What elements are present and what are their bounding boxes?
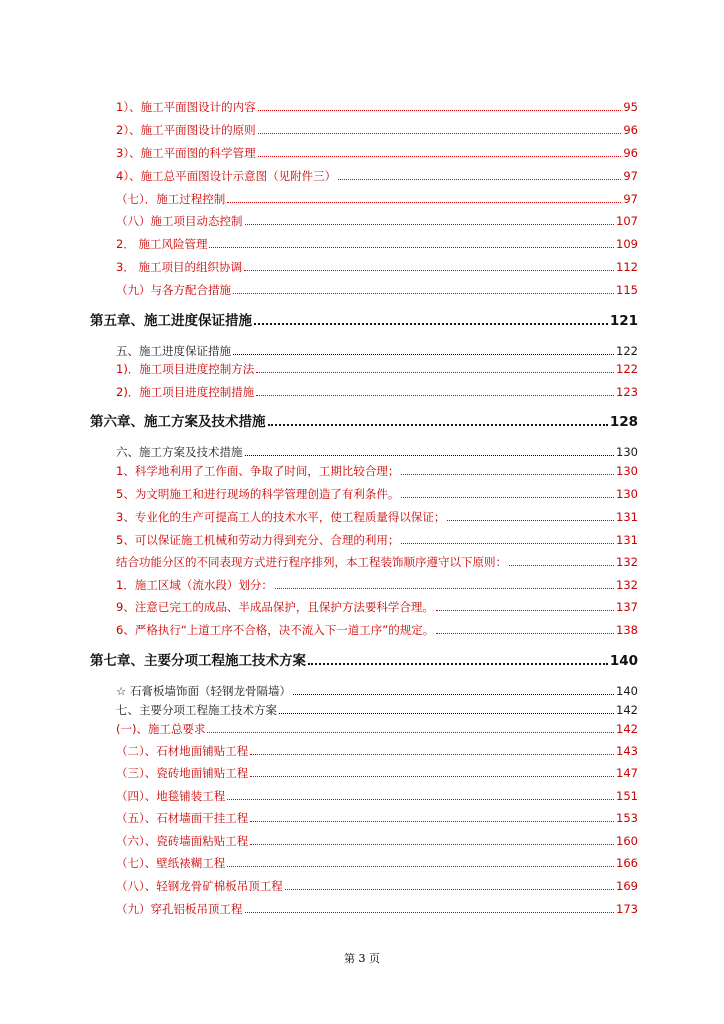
- dot-leader: [447, 520, 614, 521]
- toc-entry-title: 六、施工方案及技术措施: [116, 445, 243, 459]
- dot-leader: [245, 912, 615, 913]
- dot-leader: [275, 588, 614, 589]
- toc-entry[interactable]: [116, 743, 638, 759]
- toc-entry-title: 1）、施工平面图设计的内容: [116, 100, 256, 114]
- dot-leader: [258, 133, 622, 134]
- dot-leader: [509, 565, 614, 566]
- toc-page-number: 132: [616, 578, 638, 592]
- dot-leader: [250, 821, 614, 822]
- toc-entry[interactable]: [116, 168, 638, 184]
- toc-page-number: 130: [616, 487, 638, 501]
- dot-leader: [338, 179, 621, 180]
- toc-entry-title: 七、主要分项工程施工技术方案: [116, 703, 277, 717]
- toc-page-number: 123: [616, 385, 638, 399]
- toc-page-number: 122: [616, 344, 638, 358]
- toc-entry[interactable]: [116, 282, 638, 298]
- toc-page-number: 166: [616, 856, 638, 870]
- dot-leader: [250, 844, 614, 845]
- dot-leader: [401, 543, 614, 544]
- toc-entry-title: （二）、石材地面铺贴工程: [116, 744, 249, 758]
- toc-entry[interactable]: [116, 765, 638, 781]
- dot-leader: [401, 474, 614, 475]
- toc-page-number: 96: [623, 146, 638, 160]
- toc-page-number: 147: [616, 766, 638, 780]
- toc-entry[interactable]: [116, 191, 638, 207]
- toc-page-number: 138: [616, 623, 638, 637]
- toc-entry[interactable]: [116, 259, 638, 275]
- toc-entry-title: 1、科学地利用了工作面、争取了时间，工期比较合理；: [116, 464, 400, 478]
- dot-leader: [268, 424, 608, 426]
- toc-entry-title: （八）、轻钢龙骨矿棉板吊顶工程: [116, 879, 283, 893]
- toc-entry-title: 2)．施工项目进度控制措施: [116, 385, 255, 399]
- dot-leader: [254, 323, 608, 325]
- dot-leader: [279, 713, 614, 714]
- toc-entry[interactable]: [116, 122, 638, 138]
- toc-page-number: 153: [616, 811, 638, 825]
- dot-leader: [209, 247, 614, 248]
- toc-entry[interactable]: [116, 702, 638, 718]
- toc-entry[interactable]: [116, 810, 638, 826]
- dot-leader: [250, 754, 614, 755]
- toc-page-number: 173: [616, 902, 638, 916]
- toc-page-number: 132: [616, 555, 638, 569]
- toc-entry[interactable]: [116, 901, 638, 917]
- toc-entry-title: （六）、瓷砖墙面粘贴工程: [116, 834, 249, 848]
- dot-leader: [245, 224, 615, 225]
- toc-page-number: 130: [616, 464, 638, 478]
- toc-page-number: 143: [616, 744, 638, 758]
- toc-chapter-entry[interactable]: [90, 651, 638, 671]
- toc-entry-title: （八）施工项目动态控制: [116, 214, 243, 228]
- toc-page-number: 122: [616, 362, 638, 376]
- toc-entry[interactable]: [116, 599, 638, 615]
- toc-page-number: 169: [616, 879, 638, 893]
- toc-chapter-entry[interactable]: [90, 412, 638, 432]
- toc-entry-title: 第七章、主要分项工程施工技术方案: [90, 653, 306, 669]
- page-number-footer: 第 3 页: [344, 952, 380, 965]
- toc-page-number: 96: [623, 123, 638, 137]
- dot-leader: [244, 270, 614, 271]
- toc-page-number: 142: [616, 703, 638, 717]
- toc-entry-title: 5、为文明施工和进行现场的科学管理创造了有利条件。: [116, 487, 400, 501]
- toc-entry-title: 3． 施工项目的组织协调: [116, 260, 242, 274]
- toc-entry[interactable]: [116, 444, 638, 460]
- toc-entry-title: 5、可以保证施工机械和劳动力得到充分、合理的利用；: [116, 533, 400, 547]
- toc-page-number: 131: [616, 510, 638, 524]
- dot-leader: [256, 372, 614, 373]
- toc-page-number: 137: [616, 600, 638, 614]
- toc-entry[interactable]: [116, 833, 638, 849]
- toc-entry[interactable]: [116, 361, 638, 377]
- dot-leader: [258, 110, 622, 111]
- toc-entry[interactable]: [116, 343, 638, 359]
- toc-entry-title: 3）、施工平面图的科学管理: [116, 146, 256, 160]
- dot-leader: [436, 633, 614, 634]
- toc-page-number: 97: [623, 192, 638, 206]
- dot-leader: [256, 395, 614, 396]
- toc-entry[interactable]: [116, 683, 638, 699]
- dot-leader: [227, 866, 614, 867]
- toc-entry-title: 3、专业化的生产可提高工人的技术水平，使工程质量得以保证；: [116, 510, 446, 524]
- toc-entry[interactable]: [116, 236, 638, 252]
- dot-leader: [293, 694, 614, 695]
- dot-leader: [285, 889, 614, 890]
- toc-entry[interactable]: [116, 878, 638, 894]
- toc-entry-title: 第五章、施工进度保证措施: [90, 313, 252, 329]
- toc-entry[interactable]: [116, 721, 638, 737]
- toc-entry-title: （四）、地毯铺装工程: [116, 789, 226, 803]
- toc-page-number: 140: [616, 684, 638, 698]
- toc-entry-title: 6、严格执行“上道工序不合格，决不流入下一道工序”的规定。: [116, 623, 435, 637]
- toc-entry[interactable]: [116, 554, 638, 570]
- toc-entry-title: 2）、施工平面图设计的原则: [116, 123, 256, 137]
- dot-leader: [227, 799, 614, 800]
- dot-leader: [401, 497, 614, 498]
- dot-leader: [233, 293, 614, 294]
- toc-entry-title: 2． 施工风险管理: [116, 237, 208, 251]
- toc-entry[interactable]: [116, 622, 638, 638]
- toc-page-number: 107: [616, 214, 638, 228]
- toc-page-number: 131: [616, 533, 638, 547]
- toc-entry[interactable]: [116, 145, 638, 161]
- toc-entry-title: 第六章、施工方案及技术措施: [90, 414, 266, 430]
- toc-entry-title: 9、注意已完工的成品、半成品保护，且保护方法要科学合理。: [116, 600, 434, 614]
- toc-page-number: 97: [623, 169, 638, 183]
- toc-entry[interactable]: [116, 577, 638, 593]
- toc-entry-title: （三）、瓷砖地面铺贴工程: [116, 766, 249, 780]
- toc-chapter-entry[interactable]: [90, 311, 638, 331]
- toc-page-number: 140: [609, 653, 638, 669]
- dot-leader: [308, 663, 608, 665]
- toc-page-number: 95: [623, 100, 638, 114]
- toc-entry-title: （九）与各方配合措施: [116, 283, 231, 297]
- toc-entry-title: （七）．施工过程控制: [116, 192, 226, 206]
- toc-entry-title: 4）、施工总平面图设计示意图（见附件三）: [116, 169, 337, 183]
- toc-entry-title: 1)．施工项目进度控制方法: [116, 362, 255, 376]
- toc-page-number: 115: [616, 283, 638, 297]
- toc-entry-title: （九）穿孔铝板吊顶工程: [116, 902, 243, 916]
- toc-entry-title: （七）、壁纸裱糊工程: [116, 856, 226, 870]
- toc-entry[interactable]: [116, 532, 638, 548]
- toc-page-number: 160: [616, 834, 638, 848]
- toc-entry-title: 1．施工区域（流水段）划分：: [116, 578, 273, 592]
- toc-page-number: 109: [616, 237, 638, 251]
- toc-page-number: 142: [616, 722, 638, 736]
- toc-entry[interactable]: [116, 788, 638, 804]
- toc-entry[interactable]: [116, 463, 638, 479]
- toc-entry-title: （五）、石材墙面干挂工程: [116, 811, 249, 825]
- dot-leader: [245, 455, 615, 456]
- dot-leader: [250, 776, 614, 777]
- toc-entry[interactable]: [116, 213, 638, 229]
- toc-page-number: 112: [616, 260, 638, 274]
- toc-page-number: 130: [616, 445, 638, 459]
- dot-leader: [258, 156, 622, 157]
- toc-page-number: 151: [616, 789, 638, 803]
- toc-entry[interactable]: [116, 384, 638, 400]
- toc-entry-title: (一)、施工总要求: [116, 722, 206, 736]
- toc-entry-title: 结合功能分区的不同表现方式进行程序排列，本工程装饰顺序遵守以下原则：: [116, 555, 507, 569]
- toc-entry-title: ☆ 石膏板墙饰面（轻钢龙骨隔墙）: [116, 684, 291, 698]
- toc-entry[interactable]: [116, 509, 638, 525]
- dot-leader: [207, 732, 614, 733]
- toc-entry[interactable]: [116, 486, 638, 502]
- toc-page-number: 121: [609, 313, 638, 329]
- toc-entry[interactable]: [116, 99, 638, 115]
- toc-page-number: 128: [609, 414, 638, 430]
- toc-entry-title: 五、施工进度保证措施: [116, 344, 231, 358]
- toc-entry[interactable]: [116, 855, 638, 871]
- dot-leader: [233, 354, 614, 355]
- dot-leader: [227, 202, 621, 203]
- dot-leader: [436, 610, 614, 611]
